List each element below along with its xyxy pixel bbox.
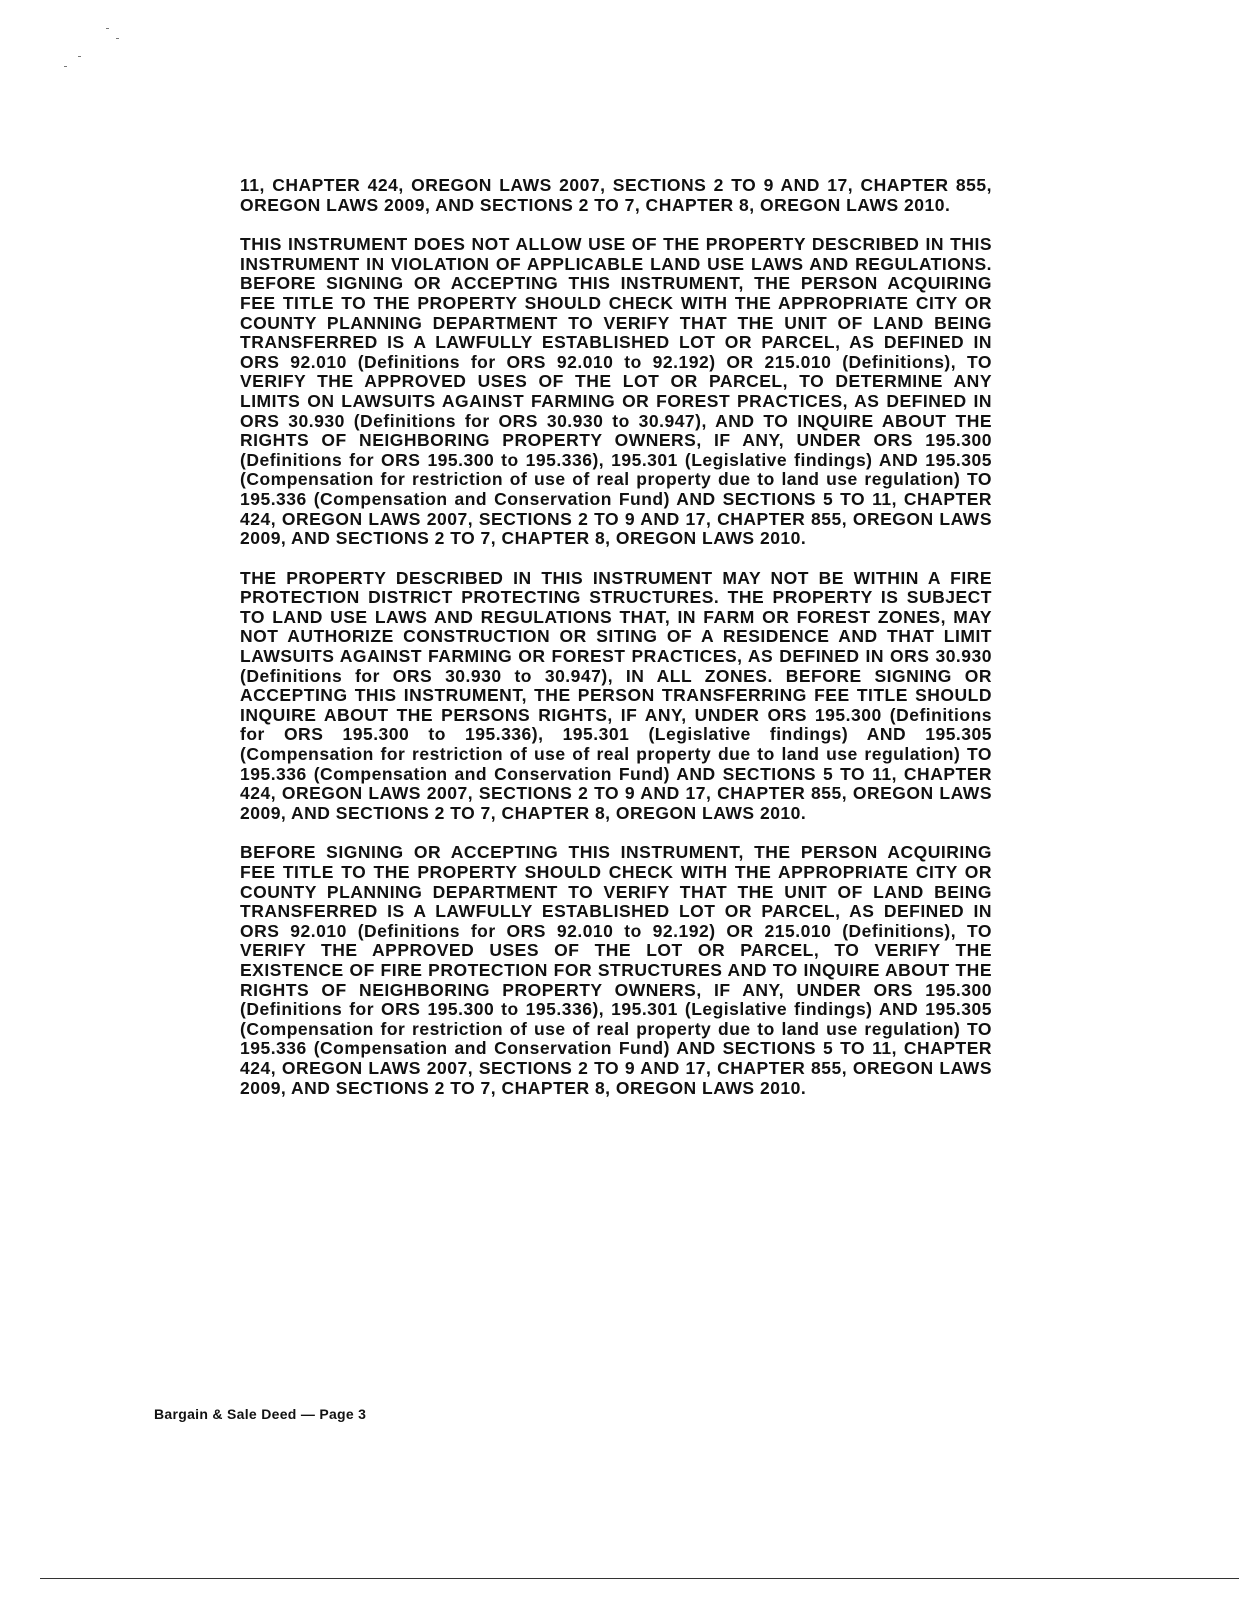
paragraph-fire-protection-notice: THE PROPERTY DESCRIBED IN THIS INSTRUMENT MAY NOT BE WITHIN A FIRE PROTECTION DISTRICT PROTECTING STRUCTURES. THE PROPERTY IS SUBJECT TO LAND USE LAWS AND REGULATIONS THAT, IN FARM OR FOREST ZONES, MAY NOT AUTHORIZE CONSTRUCTION OR SITING OF A RESIDENCE AND THAT LIMIT LAWSUITS AGAINST FARMING OR FOREST PRACTICES, AS DEFINED IN ORS 30.930 (Definitions for ORS 30.930 to 30.947), IN ALL ZONES. BEFORE SIGNING OR ACCEPTING THIS INSTRUMENT, THE PERSON TRANSFERRING FEE TITLE SHOULD INQUIRE ABOUT THE PERSONS RIGHTS, IF ANY, UNDER ORS 195.300 (Definitions for ORS 195.300 to 195.336), 195.301 (Legislative findings) AND 195.305 (Compensation for restriction of use of real property due to land use regulation) TO 195.336 (Compensation and Conservation Fund) AND SECTIONS 5 TO 11, CHAPTER 424, OREGON LAWS 2007, SECTIONS 2 TO 9 AND 17, CHAPTER 855, OREGON LAWS 2009, AND SECTIONS 2 TO 7, CHAPTER 8, OREGON LAWS 2010. [240, 567, 992, 823]
scan-speck [106, 28, 109, 29]
scan-speck [64, 66, 67, 67]
deed-body [240, 176, 992, 1118]
bottom-rule [40, 1578, 1239, 1579]
scan-speck [78, 56, 81, 57]
page-footer: Bargain & Sale Deed — Page 3 [154, 1406, 367, 1422]
paragraph-continuation: 11, CHAPTER 424, OREGON LAWS 2007, SECTIONS 2 TO 9 AND 17, CHAPTER 855, OREGON LAWS 2009, AND SECTIONS 2 TO 7, CHAPTER 8, OREGON LAWS 2010. [240, 175, 992, 215]
paragraph-land-use-notice: THIS INSTRUMENT DOES NOT ALLOW USE OF THE PROPERTY DESCRIBED IN THIS INSTRUMENT IN VIOLATION OF APPLICABLE LAND USE LAWS AND REGULATIONS. BEFORE SIGNING OR ACCEPTING THIS INSTRUMENT, THE PERSON ACQUIRING FEE TITLE TO THE PROPERTY SHOULD CHECK WITH THE APPROPRIATE CITY OR COUNTY PLANNING DEPARTMENT TO VERIFY THAT THE UNIT OF LAND BEING TRANSFERRED IS A LAWFULLY ESTABLISHED LOT OR PARCEL, AS DEFINED IN ORS 92.010 (Definitions for ORS 92.010 to 92.192) OR 215.010 (Definitions), TO VERIFY THE APPROVED USES OF THE LOT OR PARCEL, TO DETERMINE ANY LIMITS ON LAWSUITS AGAINST FARMING OR FOREST PRACTICES, AS DEFINED IN ORS 30.930 (Definitions for ORS 30.930 to 30.947), AND TO INQUIRE ABOUT THE RIGHTS OF NEIGHBORING PROPERTY OWNERS, IF ANY, UNDER ORS 195.300 (Definitions for ORS 195.300 to 195.336), 195.301 (Legislative findings) AND 195.305 (Compensation for restriction of use of real property due to land use regulation) TO 195.336 (Compensation and Conservation Fund) AND SECTIONS 5 TO 11, CHAPTER 424, OREGON LAWS 2007, SECTIONS 2 TO 9 AND 17, CHAPTER 855, OREGON LAWS 2009, AND SECTIONS 2 TO 7, CHAPTER 8, OREGON LAWS 2010. [240, 234, 992, 549]
paragraph-verification-notice: BEFORE SIGNING OR ACCEPTING THIS INSTRUMENT, THE PERSON ACQUIRING FEE TITLE TO THE PROPERTY SHOULD CHECK WITH THE APPROPRIATE CITY OR COUNTY PLANNING DEPARTMENT TO VERIFY THAT THE UNIT OF LAND BEING TRANSFERRED IS A LAWFULLY ESTABLISHED LOT OR PARCEL, AS DEFINED IN ORS 92.010 (Definitions for ORS 92.010 to 92.192) OR 215.010 (Definitions), TO VERIFY THE APPROVED USES OF THE LOT OR PARCEL, TO VERIFY THE EXISTENCE OF FIRE PROTECTION FOR STRUCTURES AND TO INQUIRE ABOUT THE RIGHTS OF NEIGHBORING PROPERTY OWNERS, IF ANY, UNDER ORS 195.300 (Definitions for ORS 195.300 to 195.336), 195.301 (Legislative findings) AND 195.305 (Compensation for restriction of use of real property due to land use regulation) TO 195.336 (Compensation and Conservation Fund) AND SECTIONS 5 TO 11, CHAPTER 424, OREGON LAWS 2007, SECTIONS 2 TO 9 AND 17, CHAPTER 855, OREGON LAWS 2009, AND SECTIONS 2 TO 7, CHAPTER 8, OREGON LAWS 2010. [240, 842, 992, 1098]
scan-speck [116, 38, 119, 39]
